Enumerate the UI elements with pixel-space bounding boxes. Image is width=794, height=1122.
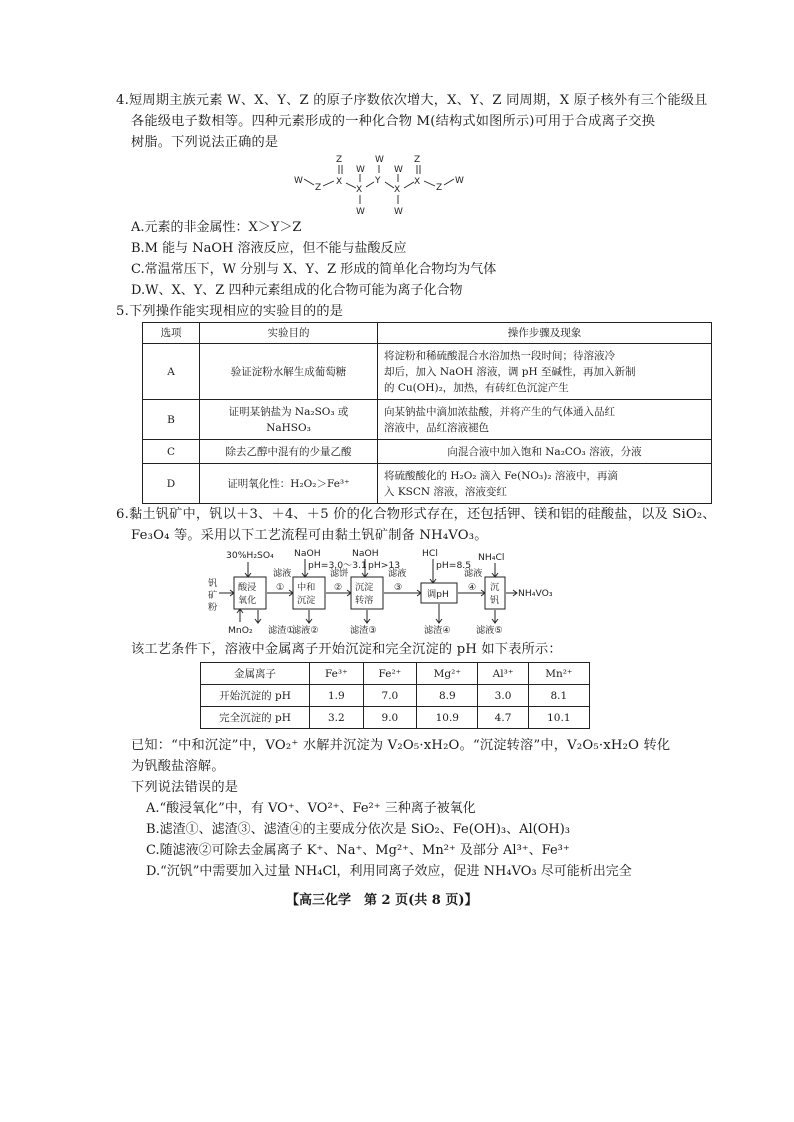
mark-2: ② xyxy=(334,582,343,593)
row-purpose: 验证淀粉水解生成葡萄糖 xyxy=(200,344,378,400)
q5-table xyxy=(142,322,712,504)
filt-1: 滤液 xyxy=(273,568,292,579)
table-row xyxy=(201,707,590,729)
process-flowchart xyxy=(200,546,580,638)
q6-option-c: C.随滤液②可除去金属离子 K⁺、Na⁺、Mg²⁺、Mn²⁺ 及部分 Al³⁺、Fe³⁺ xyxy=(146,843,570,858)
out-4: 滤渣④ xyxy=(424,625,451,636)
header-option: 选项 xyxy=(143,323,200,344)
box3-line2: 转溶 xyxy=(355,595,374,606)
atom-z: Z xyxy=(414,155,421,165)
cell: 4.7 xyxy=(478,707,528,729)
cell: 8.1 xyxy=(528,685,589,707)
q4-stem-line3: 树脂。下列说法正确的是 xyxy=(131,135,279,150)
mark-3: ③ xyxy=(394,582,403,593)
row-purpose: 证明某钠盐为 Na₂SO₃ 或 NaHSO₃ xyxy=(200,400,378,440)
cond-2: pH=3.0～3.1 xyxy=(308,560,367,571)
cond-3: pH>13 xyxy=(368,560,401,571)
cell: Al³⁺ xyxy=(478,663,528,685)
row-operation xyxy=(378,400,712,440)
op-line: 的 Cu(OH)₂，加热，有砖红色沉淀产生 xyxy=(384,381,569,394)
box5-line1: 沉 xyxy=(490,582,500,593)
box1-line1: 酸浸 xyxy=(238,582,257,593)
atom-w: W xyxy=(294,176,303,186)
table-header-row xyxy=(201,663,590,685)
cell: Mg²⁺ xyxy=(417,663,478,685)
row-operation: 向混合液中加入饱和 Na₂CO₃ 溶液，分液 xyxy=(378,440,712,464)
q6-stem-line1: 6.黏土钒矿中，钒以＋3、＋4、＋5 价的化合物形式存在，还包括钾、镁和铝的硅酸盐，以及 SiO₂、 xyxy=(116,507,716,522)
cell: 金属离子 xyxy=(201,663,310,685)
op-line: 向某钠盐中滴加浓盐酸，并将产生的气体通入品红 xyxy=(384,405,615,418)
atom-x: X xyxy=(414,177,421,187)
row-purpose: 证明氧化性：H₂O₂＞Fe³⁺ xyxy=(200,464,378,504)
table-header-row xyxy=(143,323,712,344)
q4-option-b: B.M 能与 NaOH 溶液反应，但不能与盐酸反应 xyxy=(131,241,407,256)
op-line: 入 KSCN 溶液，溶液变红 xyxy=(384,485,507,498)
atom-z: Z xyxy=(315,183,322,193)
op-line: 将淀粉和稀硫酸混合水浴加热一段时间；待溶液冷 xyxy=(384,349,615,362)
q4-stem-line1: 4.短周期主族元素 W、X、Y、Z 的原子序数依次增大，X、Y、Z 同周期，X 原子核外有三个能级且 xyxy=(116,93,708,108)
q4-stem-line2: 各能级电子数相等。四种元素形成的一种化合物 M(结构式如图所示)可用于合成离子交换 xyxy=(131,114,656,129)
input-label-2: 矿 xyxy=(208,590,218,601)
atom-y: Y xyxy=(375,176,381,186)
atom-w: W xyxy=(375,155,384,165)
product: NH₄VO₃ xyxy=(518,588,553,599)
box2-line2: 沉淀 xyxy=(297,595,316,606)
atom-w: W xyxy=(455,176,464,186)
box1-line2: 氧化 xyxy=(238,595,257,606)
cond-4: pH=8.5 xyxy=(436,560,472,571)
structural-formula xyxy=(290,150,480,218)
atom-w: W xyxy=(356,207,365,217)
atom-z: Z xyxy=(436,183,443,193)
out-2: 滤液② xyxy=(292,625,319,636)
cell: 完全沉淀的 pH xyxy=(201,707,310,729)
cell: Mn²⁺ xyxy=(528,663,589,685)
cell: 7.0 xyxy=(363,685,417,707)
table-row xyxy=(143,464,712,504)
input-label-1: 钒 xyxy=(208,578,218,589)
cell: 10.1 xyxy=(528,707,589,729)
cell: Fe²⁺ xyxy=(363,663,417,685)
row-operation xyxy=(378,464,712,504)
row-option: D xyxy=(143,464,200,504)
reagent-2: NaOH xyxy=(294,548,321,559)
row-option: C xyxy=(143,440,200,464)
cell: 8.9 xyxy=(417,685,478,707)
mark-1: ① xyxy=(276,582,285,593)
q6-option-a: A.“酸浸氧化”中，有 VO⁺、VO²⁺、Fe²⁺ 三种离子被氧化 xyxy=(146,801,476,816)
mark-4: ④ xyxy=(468,582,477,593)
atom-w: W xyxy=(394,165,403,175)
header-purpose: 实验目的 xyxy=(200,323,378,344)
row-option: A xyxy=(143,344,200,400)
box5-line2: 钒 xyxy=(490,595,500,606)
table-row xyxy=(143,344,712,400)
box3-line1: 沉淀 xyxy=(355,582,374,593)
op-line: 却后，加入 NaOH 溶液，调 pH 至碱性，再加入新制 xyxy=(384,365,636,378)
q6-table-intro: 该工艺条件下，溶液中金属离子开始沉淀和完全沉淀的 pH 如下表所示： xyxy=(131,642,562,657)
input-label-3: 粉 xyxy=(208,602,218,613)
cell: 9.0 xyxy=(363,707,417,729)
row-option: B xyxy=(143,400,200,440)
cell: Fe³⁺ xyxy=(310,663,364,685)
atom-w: W xyxy=(356,165,365,175)
q6-option-d: D.“沉钒”中需要加入过量 NH₄Cl，利用同离子效应，促进 NH₄VO₃ 尽可能析出完全 xyxy=(146,864,632,879)
box2-line1: 中和 xyxy=(297,582,316,593)
header-operation: 操作步骤及现象 xyxy=(378,323,712,344)
op-line: 将硫酸酸化的 H₂O₂ 滴入 Fe(NO₃)₂ 溶液中，再滴 xyxy=(384,469,618,482)
q6-question: 下列说法错误的是 xyxy=(131,780,239,795)
table-row xyxy=(143,400,712,440)
reagent-4: HCl xyxy=(422,548,438,559)
box4-label: 调pH xyxy=(427,589,449,600)
row-operation xyxy=(378,344,712,400)
q6-stem-line2: Fe₃O₄ 等。采用以下工艺流程可由黏土钒矿制备 NH₄VO₃。 xyxy=(131,528,488,543)
q6-option-b: B.滤渣①、滤渣③、滤渣④的主要成分依次是 SiO₂、Fe(OH)₃、Al(OH)₃ xyxy=(146,822,570,837)
reagent-3: NaOH xyxy=(352,548,379,559)
table-row xyxy=(143,440,712,464)
atom-x: X xyxy=(356,185,363,195)
atom-w: W xyxy=(394,207,403,217)
q4-option-d: D.W、X、Y、Z 四种元素组成的化合物可能为离子化合物 xyxy=(131,283,463,298)
q6-known-line2: 为钒酸盐溶解。 xyxy=(131,759,225,774)
cell: 3.0 xyxy=(478,685,528,707)
row-purpose: 除去乙醇中混有的少量乙酸 xyxy=(200,440,378,464)
cell: 3.2 xyxy=(310,707,364,729)
reagent-5: NH₄Cl xyxy=(478,552,505,563)
filt-4: 滤液 xyxy=(464,568,483,579)
reagent-1: 30%H₂SO₄ xyxy=(226,550,274,561)
page-footer: 【高三化学 第 2 页(共 8 页)】 xyxy=(286,893,478,908)
q4-option-c: C.常温常压下，W 分别与 X、Y、Z 形成的简单化合物均为气体 xyxy=(131,262,497,277)
cell: 开始沉淀的 pH xyxy=(201,685,310,707)
out-3: 滤渣③ xyxy=(350,625,377,636)
op-line: 溶液中，品红溶液褪色 xyxy=(384,421,489,434)
atom-x: X xyxy=(394,185,401,195)
q5-stem: 5.下列操作能实现相应的实验目的的是 xyxy=(116,304,344,319)
filt-3: 滤液 xyxy=(388,568,407,579)
cell: 1.9 xyxy=(310,685,364,707)
atom-z: Z xyxy=(336,155,343,165)
q6-ph-table xyxy=(200,662,590,729)
q6-known-line1: 已知：“中和沉淀”中，VO₂⁺ 水解并沉淀为 V₂O₅·xH₂O。“沉淀转溶”中，V₂O₅·xH₂O 转化 xyxy=(131,738,671,753)
reagent-mno2: MnO₂ xyxy=(228,625,253,636)
atom-x: X xyxy=(336,177,343,187)
q4-option-a: A.元素的非金属性：X＞Y＞Z xyxy=(131,220,302,235)
out-5: 滤液⑤ xyxy=(476,625,503,636)
table-row xyxy=(201,685,590,707)
cell: 10.9 xyxy=(417,707,478,729)
out-1: 滤渣① xyxy=(268,625,295,636)
filt-2: 滤饼 xyxy=(330,568,349,579)
